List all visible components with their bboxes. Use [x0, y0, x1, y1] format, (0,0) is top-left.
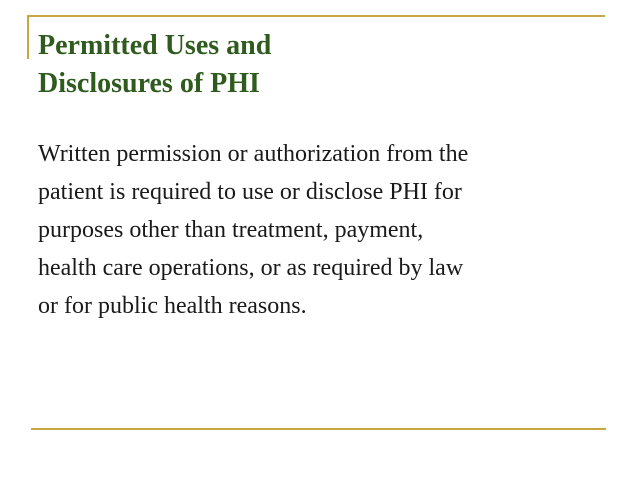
body-text-line: patient is required to use or disclose PHI for — [38, 179, 462, 205]
body-text-line: health care operations, or as required by law — [38, 255, 464, 281]
slide-body-text — [38, 135, 618, 325]
bottom-divider-line — [31, 428, 606, 430]
top-divider-line — [27, 15, 605, 17]
left-accent-line — [27, 15, 29, 59]
slide-title-line: Disclosures of PHI — [38, 68, 260, 99]
body-text-line: Written permission or authorization from the — [38, 141, 469, 167]
body-text-line: purposes other than treatment, payment, — [38, 217, 424, 243]
slide-title-line: Permitted Uses and — [38, 30, 272, 61]
slide-title — [38, 27, 598, 103]
body-text-line: or for public health reasons. — [38, 293, 307, 319]
